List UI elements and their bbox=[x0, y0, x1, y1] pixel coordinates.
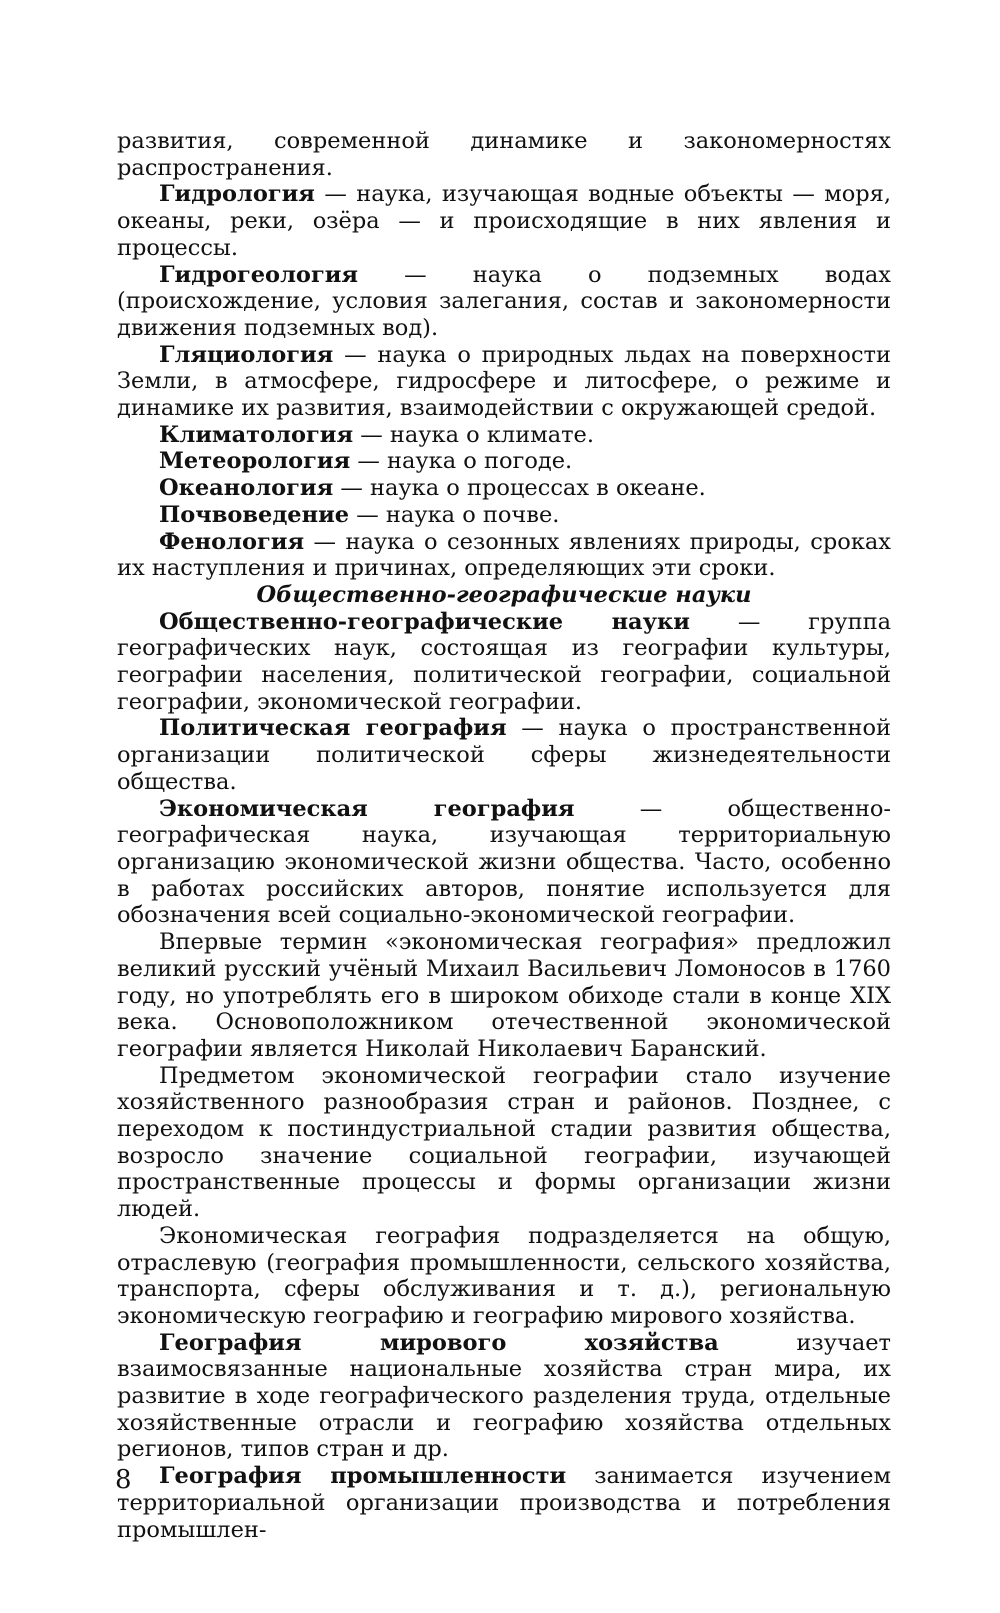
definition-phenology: — наука о сезонных явлениях природы, сроках их наступления и причинах, определяющих эти сроки. bbox=[117, 528, 891, 582]
definition-glaciology: — наука о природных льдах на поверхности Земли, в атмосфере, гидросфере и литосфере, о режиме и динамике их развития, взаимодействии с окружающей средой. bbox=[117, 341, 891, 422]
paragraph-world-economy-geography bbox=[117, 1330, 891, 1464]
term-political-geography: Политическая география bbox=[159, 715, 507, 742]
term-oceanology: Океанология bbox=[159, 475, 334, 502]
paragraph-text: развития, современной динамике и закономерностях распространения. bbox=[117, 128, 891, 181]
paragraph-economic-geography bbox=[117, 796, 891, 930]
paragraph-glaciology bbox=[117, 342, 891, 422]
paragraph-meteorology bbox=[117, 448, 891, 475]
page-number: 8 bbox=[115, 1465, 132, 1495]
paragraph-hydrology bbox=[117, 181, 891, 261]
term-phenology: Фенология bbox=[159, 528, 305, 555]
definition-industry-geography: занимается изучением территориальной организации производства и потребления промышлен- bbox=[117, 1463, 891, 1543]
definition-climatology: — наука о климате. bbox=[353, 421, 595, 448]
term-world-economy-geography: География мирового хозяйства bbox=[159, 1329, 719, 1356]
paragraph-text: Предметом экономической географии стало изучение хозяйственного разнообразия стран и районов. Позднее, с переходом к постиндустриальной стадии развития общества, возросло значение социальной географии, изучающей пространственные процессы и формы организации жизни людей. bbox=[117, 1062, 891, 1223]
paragraph-subject bbox=[117, 1063, 891, 1223]
definition-hydrogeology: — наука о подземных водах (происхождение, условия залегания, состав и закономерности движения подземных вод). bbox=[117, 261, 891, 341]
paragraph-climatology bbox=[117, 422, 891, 449]
paragraph-social-geography bbox=[117, 609, 891, 716]
paragraph-political-geography bbox=[117, 715, 891, 795]
paragraph-subdivision bbox=[117, 1223, 891, 1330]
definition-soil-science: — наука о почве. bbox=[349, 501, 560, 528]
term-hydrology: Гидрология bbox=[159, 181, 315, 208]
definition-hydrology: — наука, изучающая водные объекты — моря, океаны, реки, озёра — и происходящие в них явления и процессы. bbox=[117, 181, 891, 261]
paragraph-industry-geography bbox=[117, 1463, 891, 1543]
paragraph-text: Экономическая география подразделяется на общую, отраслевую (география промышленности, сельского хозяйства, транспорта, сферы обслуживания и т. д.), региональную экономическую географию и географию мирового хозяйства. bbox=[117, 1222, 891, 1329]
term-soil-science: Почвоведение bbox=[159, 501, 350, 528]
definition-world-economy-geography: изучает взаимосвязанные национальные хозяйства стран мира, их развитие в ходе географического разделения труда, отдельные хозяйственные отрасли и географию хозяйства отдельных регионов, типов стран и др. bbox=[117, 1329, 891, 1463]
term-climatology: Климатология bbox=[159, 421, 354, 448]
term-economic-geography: Экономическая география bbox=[159, 795, 575, 822]
term-social-geography: Общественно-географические науки bbox=[159, 608, 690, 635]
definition-meteorology: — наука о погоде. bbox=[350, 448, 573, 475]
definition-oceanology: — наука о процессах в океане. bbox=[333, 475, 706, 502]
term-glaciology: Гляциология bbox=[159, 341, 334, 368]
section-heading: Общественно-географические науки bbox=[256, 581, 752, 608]
paragraph-soil-science bbox=[117, 502, 891, 529]
definition-social-geography: — группа географических наук, состоящая из географии культуры, географии населения, политической географии, социальной географии, экономической географии. bbox=[117, 608, 891, 715]
term-meteorology: Метеорология bbox=[159, 448, 351, 475]
paragraph-continuation bbox=[117, 128, 891, 181]
paragraph-text: Впервые термин «экономическая география» предложил великий русский учёный Михаил Васильевич Ломоносов в 1760 году, но употреблять его в широком обиходе стали в конце XIX века. Основоположником отечественной экономической географии является Николай Николаевич Баранский. bbox=[117, 929, 891, 1062]
paragraph-phenology bbox=[117, 529, 891, 582]
paragraph-hydrogeology bbox=[117, 262, 891, 342]
paragraph-oceanology bbox=[117, 475, 891, 502]
term-industry-geography: География промышленности bbox=[159, 1463, 567, 1490]
page-body bbox=[117, 128, 891, 1543]
definition-economic-geography: — общественно-географическая наука, изучающая территориальную организацию экономической жизни общества. Часто, особенно в работах российских авторов, понятие используется для обозначения всей социально-экономической географии. bbox=[117, 795, 891, 929]
paragraph-term-history bbox=[117, 929, 891, 1063]
definition-political-geography: — наука о пространственной организации политической сферы жизнедеятельности общества. bbox=[117, 715, 891, 795]
term-hydrogeology: Гидрогеология bbox=[159, 261, 359, 288]
